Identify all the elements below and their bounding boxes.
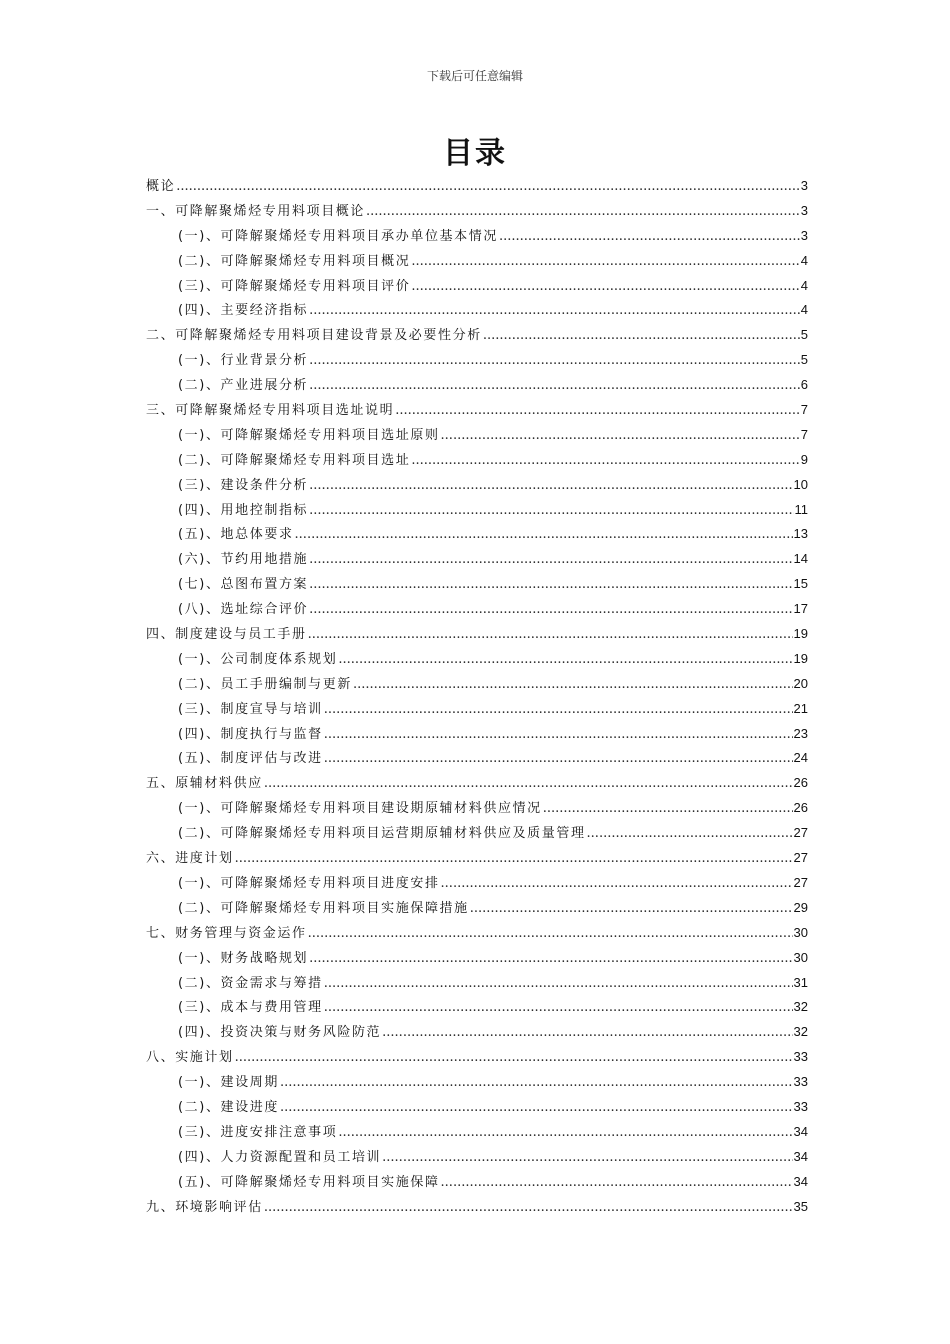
toc-dot-leader xyxy=(324,972,793,997)
toc-entry-page-number: 3 xyxy=(800,202,808,218)
toc-entry-label: (三)、进度安排注意事项 xyxy=(178,1124,338,1140)
toc-dot-leader xyxy=(543,797,793,822)
toc-entry-page-number: 7 xyxy=(800,426,808,442)
toc-dot-leader xyxy=(338,648,792,673)
toc-entry-page-number: 4 xyxy=(800,302,808,318)
toc-entry-label: 二、可降解聚烯烃专用料项目建设背景及必要性分析 xyxy=(146,328,482,344)
toc-entry[interactable] xyxy=(146,647,808,672)
toc-dot-leader xyxy=(264,772,793,797)
toc-entry-label: (二)、可降解聚烯烃专用料项目概况 xyxy=(178,253,411,269)
toc-entry-page-number: 33 xyxy=(793,1049,808,1065)
toc-entry-page-number: 31 xyxy=(793,974,808,990)
toc-entry-label: 五、原辅材料供应 xyxy=(146,776,263,792)
toc-entry-label: (八)、选址综合评价 xyxy=(178,602,309,618)
toc-entry[interactable] xyxy=(146,846,808,871)
toc-dot-leader xyxy=(338,1121,792,1146)
toc-entry-label: (二)、资金需求与筹措 xyxy=(178,975,323,991)
toc-dot-leader xyxy=(235,847,793,872)
toc-entry[interactable] xyxy=(146,1145,808,1170)
toc-entry-label: 四、制度建设与员工手册 xyxy=(146,627,307,643)
toc-entry[interactable] xyxy=(146,199,808,224)
toc-entry-label: (一)、可降解聚烯烃专用料项目承办单位基本情况 xyxy=(178,228,498,244)
toc-entry[interactable] xyxy=(146,722,808,747)
toc-entry-label: (四)、主要经济指标 xyxy=(178,303,309,319)
toc-dot-leader xyxy=(324,996,793,1021)
toc-dot-leader xyxy=(441,872,793,897)
toc-entry-page-number: 27 xyxy=(793,825,808,841)
toc-dot-leader xyxy=(308,623,793,648)
toc-entry-label: (三)、可降解聚烯烃专用料项目评价 xyxy=(178,278,411,294)
toc-entry-page-number: 34 xyxy=(793,1173,808,1189)
toc-entry[interactable] xyxy=(146,871,808,896)
toc-entry[interactable] xyxy=(146,174,808,199)
table-of-contents xyxy=(146,174,808,1219)
toc-entry-page-number: 33 xyxy=(793,1074,808,1090)
toc-entry-label: 一、可降解聚烯烃专用料项目概论 xyxy=(146,203,366,219)
toc-entry-page-number: 3 xyxy=(800,227,808,243)
toc-entry-label: (一)、可降解聚烯烃专用料项目选址原则 xyxy=(178,427,440,443)
toc-entry-page-number: 19 xyxy=(793,626,808,642)
toc-entry-page-number: 32 xyxy=(793,1024,808,1040)
toc-entry[interactable] xyxy=(146,597,808,622)
toc-entry-page-number: 11 xyxy=(794,501,808,517)
toc-entry-page-number: 17 xyxy=(793,601,808,617)
toc-entry-page-number: 35 xyxy=(793,1198,808,1214)
toc-dot-leader xyxy=(324,747,793,772)
toc-entry-label: (四)、投资决策与财务风险防范 xyxy=(178,1025,382,1041)
toc-dot-leader xyxy=(499,225,800,250)
toc-entry[interactable] xyxy=(146,697,808,722)
toc-entry-label: (二)、员工手册编制与更新 xyxy=(178,676,352,692)
toc-entry-page-number: 26 xyxy=(793,775,808,791)
toc-dot-leader xyxy=(176,175,800,200)
toc-entry[interactable] xyxy=(146,398,808,423)
toc-dot-leader xyxy=(324,723,793,748)
toc-dot-leader xyxy=(470,897,793,922)
toc-dot-leader xyxy=(280,1096,793,1121)
toc-entry-page-number: 7 xyxy=(800,402,808,418)
toc-entry-label: 七、财务管理与资金运作 xyxy=(146,925,307,941)
toc-entry[interactable] xyxy=(146,423,808,448)
toc-entry-label: 九、环境影响评估 xyxy=(146,1199,263,1215)
toc-entry-label: (二)、建设进度 xyxy=(178,1099,279,1115)
toc-entry-page-number: 15 xyxy=(793,576,808,592)
toc-entry[interactable] xyxy=(146,274,808,299)
toc-entry[interactable] xyxy=(146,1120,808,1145)
toc-entry[interactable] xyxy=(146,224,808,249)
toc-entry-label: (一)、行业背景分析 xyxy=(178,353,309,369)
toc-entry[interactable] xyxy=(146,572,808,597)
toc-entry[interactable] xyxy=(146,971,808,996)
toc-entry-label: (二)、可降解聚烯烃专用料项目选址 xyxy=(178,452,411,468)
toc-dot-leader xyxy=(309,299,800,324)
toc-entry-label: (三)、成本与费用管理 xyxy=(178,1000,323,1016)
toc-entry-label: (一)、公司制度体系规划 xyxy=(178,651,338,667)
toc-entry[interactable] xyxy=(146,771,808,796)
toc-dot-leader xyxy=(483,324,800,349)
toc-dot-leader xyxy=(264,1196,793,1221)
toc-entry[interactable] xyxy=(146,672,808,697)
toc-entry-page-number: 3 xyxy=(800,178,808,193)
toc-dot-leader xyxy=(382,1146,792,1171)
toc-dot-leader xyxy=(309,548,792,573)
toc-entry-page-number: 33 xyxy=(793,1098,808,1114)
toc-dot-leader xyxy=(295,523,793,548)
toc-entry-label: (二)、产业进展分析 xyxy=(178,378,309,394)
toc-entry-page-number: 14 xyxy=(793,551,808,567)
toc-entry[interactable] xyxy=(146,796,808,821)
toc-dot-leader xyxy=(324,698,793,723)
toc-entry-label: 三、可降解聚烯烃专用料项目选址说明 xyxy=(146,403,395,419)
toc-entry[interactable] xyxy=(146,1095,808,1120)
toc-entry-page-number: 4 xyxy=(800,277,808,293)
page-header: 下载后可任意编辑 xyxy=(426,69,523,83)
toc-dot-leader xyxy=(309,598,792,623)
toc-entry[interactable] xyxy=(146,473,808,498)
toc-entry-page-number: 34 xyxy=(793,1123,808,1139)
toc-dot-leader xyxy=(441,424,800,449)
toc-entry[interactable] xyxy=(146,896,808,921)
toc-entry-label: (三)、建设条件分析 xyxy=(178,477,309,493)
toc-entry[interactable] xyxy=(146,821,808,846)
toc-entry-page-number: 30 xyxy=(793,924,808,940)
toc-entry[interactable] xyxy=(146,522,808,547)
toc-entry[interactable] xyxy=(146,1045,808,1070)
toc-dot-leader xyxy=(395,399,800,424)
toc-entry-label: (一)、可降解聚烯烃专用料项目进度安排 xyxy=(178,875,440,891)
toc-dot-leader xyxy=(441,1171,793,1196)
toc-entry-page-number: 26 xyxy=(793,800,808,816)
toc-entry-label: (二)、可降解聚烯烃专用料项目实施保障措施 xyxy=(178,900,469,916)
toc-dot-leader xyxy=(309,499,793,524)
toc-dot-leader xyxy=(309,474,792,499)
toc-entry-page-number: 34 xyxy=(793,1148,808,1164)
toc-dot-leader xyxy=(235,1046,793,1071)
toc-entry-page-number: 32 xyxy=(793,999,808,1015)
toc-dot-leader xyxy=(280,1071,793,1096)
toc-entry-label: (一)、可降解聚烯烃专用料项目建设期原辅材料供应情况 xyxy=(178,801,542,817)
toc-entry-label: (五)、可降解聚烯烃专用料项目实施保障 xyxy=(178,1174,440,1190)
toc-entry[interactable] xyxy=(146,1195,808,1220)
toc-entry[interactable] xyxy=(146,921,808,946)
toc-entry-label: (一)、建设周期 xyxy=(178,1075,279,1091)
toc-dot-leader xyxy=(309,573,792,598)
toc-dot-leader xyxy=(411,250,799,275)
toc-entry-label: (六)、节约用地措施 xyxy=(178,552,309,568)
toc-entry-label: (四)、用地控制指标 xyxy=(178,502,309,518)
toc-entry-page-number: 19 xyxy=(793,650,808,666)
toc-entry-page-number: 27 xyxy=(793,850,808,866)
toc-entry[interactable] xyxy=(146,348,808,373)
toc-dot-leader xyxy=(587,822,793,847)
toc-entry-page-number: 6 xyxy=(800,377,808,393)
toc-entry-page-number: 4 xyxy=(800,252,808,268)
toc-entry[interactable] xyxy=(146,298,808,323)
toc-entry[interactable] xyxy=(146,323,808,348)
toc-entry-page-number: 20 xyxy=(793,675,808,691)
toc-entry-label: (五)、地总体要求 xyxy=(178,527,294,543)
toc-entry-page-number: 23 xyxy=(793,725,808,741)
toc-dot-leader xyxy=(382,1021,792,1046)
toc-entry[interactable] xyxy=(146,622,808,647)
toc-dot-leader xyxy=(366,200,800,225)
toc-entry-label: (三)、制度宣导与培训 xyxy=(178,701,323,717)
toc-entry[interactable] xyxy=(146,373,808,398)
toc-entry-page-number: 24 xyxy=(793,750,808,766)
toc-entry[interactable] xyxy=(146,1020,808,1045)
toc-entry[interactable] xyxy=(146,448,808,473)
toc-entry[interactable] xyxy=(146,946,808,971)
toc-entry-page-number: 27 xyxy=(793,874,808,890)
toc-dot-leader xyxy=(309,349,800,374)
toc-entry-label: 八、实施计划 xyxy=(146,1050,234,1066)
toc-entry-label: 六、进度计划 xyxy=(146,851,234,867)
toc-entry-label: (七)、总图布置方案 xyxy=(178,577,309,593)
toc-entry-label: (二)、可降解聚烯烃专用料项目运营期原辅材料供应及质量管理 xyxy=(178,826,586,842)
toc-entry[interactable] xyxy=(146,1170,808,1195)
page-title: 目录 xyxy=(443,136,507,171)
toc-dot-leader xyxy=(309,374,800,399)
toc-entry-page-number: 13 xyxy=(793,526,808,542)
toc-entry[interactable] xyxy=(146,746,808,771)
toc-dot-leader xyxy=(411,275,799,300)
toc-entry-label: 概论 xyxy=(146,179,176,194)
toc-entry-page-number: 30 xyxy=(793,949,808,965)
toc-dot-leader xyxy=(411,449,799,474)
toc-entry-page-number: 21 xyxy=(793,700,808,716)
toc-entry[interactable] xyxy=(146,249,808,274)
toc-dot-leader xyxy=(308,922,793,947)
toc-entry-label: (一)、财务战略规划 xyxy=(178,950,309,966)
toc-entry-page-number: 5 xyxy=(800,327,808,343)
toc-entry-page-number: 5 xyxy=(800,352,808,368)
toc-entry-page-number: 29 xyxy=(793,899,808,915)
toc-entry[interactable] xyxy=(146,498,808,523)
toc-entry-label: (四)、人力资源配置和员工培训 xyxy=(178,1149,382,1165)
toc-dot-leader xyxy=(353,673,793,698)
toc-entry-label: (四)、制度执行与监督 xyxy=(178,726,323,742)
toc-entry-label: (五)、制度评估与改进 xyxy=(178,751,323,767)
toc-entry[interactable] xyxy=(146,547,808,572)
toc-entry-page-number: 9 xyxy=(800,451,808,467)
toc-entry[interactable] xyxy=(146,1070,808,1095)
toc-entry-page-number: 10 xyxy=(793,476,808,492)
toc-dot-leader xyxy=(309,947,792,972)
toc-entry[interactable] xyxy=(146,995,808,1020)
